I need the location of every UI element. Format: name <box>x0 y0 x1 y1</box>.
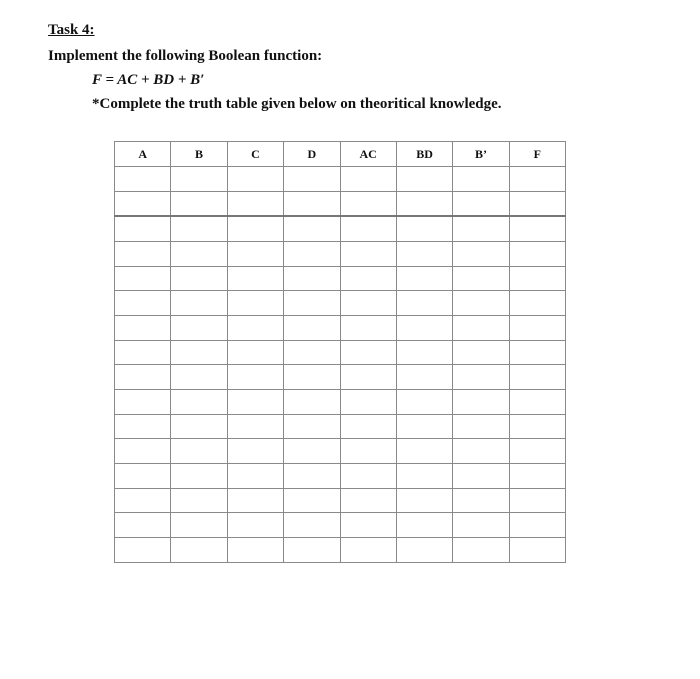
table-cell[interactable] <box>284 216 340 241</box>
table-cell[interactable] <box>509 365 565 390</box>
table-row <box>115 340 566 365</box>
table-cell[interactable] <box>227 390 283 415</box>
table-cell[interactable] <box>509 216 565 241</box>
header-c: C <box>227 142 283 167</box>
table-cell[interactable] <box>171 242 227 267</box>
table-cell[interactable] <box>340 266 396 291</box>
table-cell[interactable] <box>227 365 283 390</box>
table-cell[interactable] <box>509 242 565 267</box>
table-cell[interactable] <box>396 167 452 192</box>
table-cell[interactable] <box>171 414 227 439</box>
table-row <box>115 513 566 538</box>
table-cell[interactable] <box>227 266 283 291</box>
table-cell[interactable] <box>227 513 283 538</box>
table-cell[interactable] <box>396 439 452 464</box>
table-cell[interactable] <box>115 513 171 538</box>
table-cell[interactable] <box>284 513 340 538</box>
table-cell[interactable] <box>453 439 509 464</box>
table-cell[interactable] <box>115 191 171 216</box>
table-cell[interactable] <box>453 242 509 267</box>
header-b-prime: B’ <box>453 142 509 167</box>
table-cell[interactable] <box>115 390 171 415</box>
table-cell[interactable] <box>453 216 509 241</box>
table-cell[interactable] <box>340 167 396 192</box>
table-cell[interactable] <box>396 513 452 538</box>
table-cell[interactable] <box>509 513 565 538</box>
table-cell[interactable] <box>340 464 396 489</box>
header-b: B <box>171 142 227 167</box>
table-cell[interactable] <box>115 266 171 291</box>
table-cell[interactable] <box>227 439 283 464</box>
table-row <box>115 414 566 439</box>
table-cell[interactable] <box>284 266 340 291</box>
header-f: F <box>509 142 565 167</box>
table-cell[interactable] <box>453 167 509 192</box>
table-row <box>115 538 566 563</box>
table-cell[interactable] <box>509 414 565 439</box>
table-cell[interactable] <box>396 291 452 316</box>
table-row <box>115 390 566 415</box>
table-row <box>115 167 566 192</box>
table-cell[interactable] <box>227 167 283 192</box>
table-cell[interactable] <box>284 167 340 192</box>
table-cell[interactable] <box>396 191 452 216</box>
table-cell[interactable] <box>396 365 452 390</box>
header-bd: BD <box>396 142 452 167</box>
table-cell[interactable] <box>227 488 283 513</box>
truth-table-note: *Complete the truth table given below on theoritical knowledge. <box>92 96 502 112</box>
table-cell[interactable] <box>340 439 396 464</box>
table-cell[interactable] <box>509 291 565 316</box>
table-row <box>115 266 566 291</box>
table-cell[interactable] <box>284 464 340 489</box>
table-row <box>115 365 566 390</box>
table-cell[interactable] <box>284 242 340 267</box>
table-cell[interactable] <box>340 488 396 513</box>
table-cell[interactable] <box>227 340 283 365</box>
table-cell[interactable] <box>340 365 396 390</box>
table-cell[interactable] <box>509 266 565 291</box>
table-cell[interactable] <box>115 216 171 241</box>
table-cell[interactable] <box>340 316 396 341</box>
header-ac: AC <box>340 142 396 167</box>
table-cell[interactable] <box>284 291 340 316</box>
table-cell[interactable] <box>509 167 565 192</box>
table-cell[interactable] <box>115 291 171 316</box>
table-cell[interactable] <box>171 167 227 192</box>
table-cell[interactable] <box>284 488 340 513</box>
table-cell[interactable] <box>171 291 227 316</box>
table-cell[interactable] <box>171 340 227 365</box>
table-cell[interactable] <box>284 340 340 365</box>
table-cell[interactable] <box>171 191 227 216</box>
table-cell[interactable] <box>115 488 171 513</box>
table-header-row <box>115 142 566 167</box>
table-cell[interactable] <box>171 316 227 341</box>
table-cell[interactable] <box>284 390 340 415</box>
table-cell[interactable] <box>171 390 227 415</box>
table-cell[interactable] <box>115 316 171 341</box>
table-cell[interactable] <box>227 216 283 241</box>
table-cell[interactable] <box>396 390 452 415</box>
table-cell[interactable] <box>227 191 283 216</box>
table-cell[interactable] <box>340 513 396 538</box>
table-cell[interactable] <box>115 464 171 489</box>
table-cell[interactable] <box>453 464 509 489</box>
table-cell[interactable] <box>115 439 171 464</box>
table-cell[interactable] <box>396 414 452 439</box>
table-cell[interactable] <box>340 216 396 241</box>
table-cell[interactable] <box>171 266 227 291</box>
table-cell[interactable] <box>171 488 227 513</box>
table-cell[interactable] <box>396 316 452 341</box>
table-cell[interactable] <box>227 316 283 341</box>
instruction-text: Implement the following Boolean function: <box>48 48 323 64</box>
table-row <box>115 464 566 489</box>
table-cell[interactable] <box>171 513 227 538</box>
table-cell[interactable] <box>453 538 509 563</box>
table-cell[interactable] <box>509 538 565 563</box>
table-cell[interactable] <box>115 340 171 365</box>
table-cell[interactable] <box>115 167 171 192</box>
table-cell[interactable] <box>340 340 396 365</box>
table-cell[interactable] <box>453 414 509 439</box>
table-cell[interactable] <box>453 191 509 216</box>
table-cell[interactable] <box>340 242 396 267</box>
table-cell[interactable] <box>453 291 509 316</box>
table-cell[interactable] <box>453 513 509 538</box>
table-cell[interactable] <box>396 266 452 291</box>
table-cell[interactable] <box>115 414 171 439</box>
table-cell[interactable] <box>284 414 340 439</box>
table-cell[interactable] <box>340 191 396 216</box>
table-cell[interactable] <box>227 464 283 489</box>
table-row <box>115 216 566 241</box>
table-cell[interactable] <box>115 538 171 563</box>
table-cell[interactable] <box>340 390 396 415</box>
table-cell[interactable] <box>171 365 227 390</box>
task-title: Task 4: <box>48 22 95 38</box>
table-row <box>115 242 566 267</box>
table-body <box>115 167 566 563</box>
table-cell[interactable] <box>453 340 509 365</box>
table-cell[interactable] <box>284 538 340 563</box>
table-cell[interactable] <box>453 488 509 513</box>
header-a: A <box>115 142 171 167</box>
table-cell[interactable] <box>171 439 227 464</box>
table-cell[interactable] <box>284 365 340 390</box>
table-cell[interactable] <box>284 191 340 216</box>
table-cell[interactable] <box>227 291 283 316</box>
table-cell[interactable] <box>115 365 171 390</box>
table-cell[interactable] <box>171 464 227 489</box>
table-row <box>115 191 566 216</box>
table-cell[interactable] <box>509 439 565 464</box>
table-cell[interactable] <box>396 242 452 267</box>
table-cell[interactable] <box>171 216 227 241</box>
table-cell[interactable] <box>227 242 283 267</box>
table-cell[interactable] <box>453 316 509 341</box>
table-cell[interactable] <box>453 266 509 291</box>
table-cell[interactable] <box>396 488 452 513</box>
table-row <box>115 316 566 341</box>
table-cell[interactable] <box>284 316 340 341</box>
table-cell[interactable] <box>284 439 340 464</box>
table-cell[interactable] <box>509 390 565 415</box>
table-cell[interactable] <box>453 390 509 415</box>
table-cell[interactable] <box>340 291 396 316</box>
table-row <box>115 439 566 464</box>
table-cell[interactable] <box>396 216 452 241</box>
table-cell[interactable] <box>171 538 227 563</box>
table-cell[interactable] <box>396 340 452 365</box>
table-row <box>115 488 566 513</box>
table-cell[interactable] <box>227 414 283 439</box>
table-cell[interactable] <box>340 538 396 563</box>
table-cell[interactable] <box>396 464 452 489</box>
table-cell[interactable] <box>509 464 565 489</box>
table-cell[interactable] <box>340 414 396 439</box>
table-cell[interactable] <box>453 365 509 390</box>
table-cell[interactable] <box>227 538 283 563</box>
table-cell[interactable] <box>509 340 565 365</box>
table-cell[interactable] <box>509 191 565 216</box>
table-cell[interactable] <box>115 242 171 267</box>
table-row <box>115 291 566 316</box>
table-cell[interactable] <box>396 538 452 563</box>
table-cell[interactable] <box>509 488 565 513</box>
table-cell[interactable] <box>509 316 565 341</box>
truth-table <box>114 141 566 563</box>
boolean-equation: F = AC + BD + B′ <box>92 72 205 88</box>
header-d: D <box>284 142 340 167</box>
